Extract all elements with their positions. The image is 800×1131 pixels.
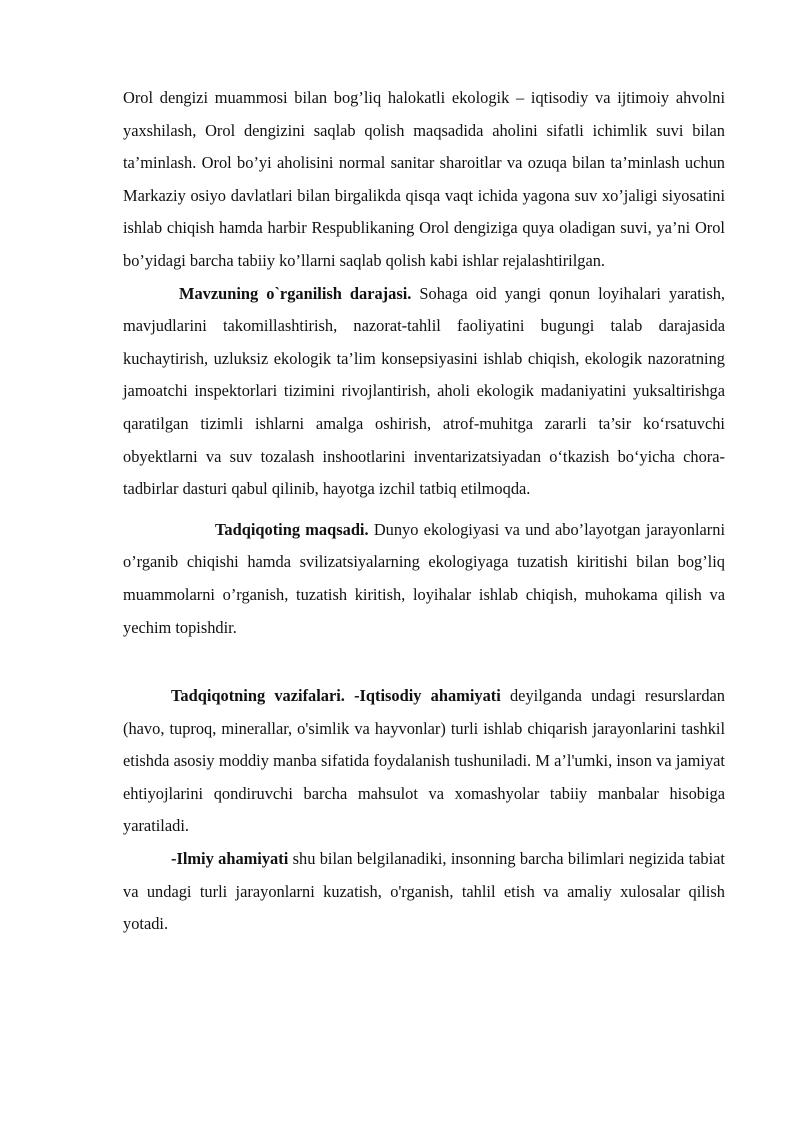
paragraph-research-goal [123,514,725,644]
heading-research-level: Mavzuning o`rganilish darajasi. [179,283,412,303]
body-research-goal: Dunyo ekologiyasi va und abo’layotgan jarayonlarni o’rganib chiqishi hamda svilizatsiyalarning ekologiyaga tuzatish kiritishi bilan bog’liq muammolarni o’rganish, tuzatish kiritish, loyihalar ishlab chiqish, muhokama qilish va yechim topishdir. [123,519,725,637]
paragraph-intro: Orol dengizi muammosi bilan bog’liq halokatli ekologik – iqtisodiy va ijtimoiy ahvolni yaxshilash, Orol dengizini saqlab qolish maqsadida aholini sifatli ichimlik suvi bilan ta’minlash. Orol bo’yi aholisini normal sanitar sharoitlar va ozuqa bilan ta’minlash uchun Markaziy osiyo davlatlari bilan birgalikda qisqa vaqt ichida yagona suv xo’jaligi siyosatini ishlab chiqish hamda harbir Respublikaning Orol dengiziga quya oladigan suvi, ya’ni Orol bo’yidagi barcha tabiiy ko’llarni saqlab qolish kabi ishlar rejalashtirilgan. [123,88,725,270]
heading-research-goal: Tadqiqoting maqsadi. [215,519,369,539]
body-research-level: Sohaga oid yangi qonun loyihalari yaratish, mavjudlarini takomillashtirish, nazorat-tahlil faoliyatini bugungi talab darajasida kuchaytirish, uzluksiz ekologik ta’lim konsepsiyasini ishlab chiqish, ekologik nazoratning jamoatchi inspektorlari tizimini rivojlantirish, aholi ekologik madaniyatini yuksaltirishga qaratilgan tizimli ishlarni amalga oshirish, atrof-muhitga zararli ta’sir ko‘rsatuvchi obyektlarni va suv tozalash inshootlarini inventarizatsiyadan o‘tkazish bo‘yicha chora-tadbirlar dasturi qabul qilinib, hayotga izchil tatbiq etilmoqda. [123,283,726,499]
heading-scientific-importance: -Ilmiy ahamiyati [171,849,289,869]
paragraph-scientific-importance [123,843,725,941]
document-page [123,82,725,941]
body-scientific-importance: shu bilan belgilanadiki, insonning barcha bilimlari negizida tabiat va undagi turli jarayonlarni kuzatish, o'rganish, tahlil etish va amaliy xulosalar qilish yotadi. [123,849,725,934]
paragraph-research-level [123,278,725,506]
heading-research-tasks: Tadqiqotning vazifalari. -Iqtisodiy ahamiyati [171,686,501,706]
body-research-tasks: deyilganda undagi resurslardan (havo, tuproq, minerallar, o'simlik va hayvonlar) turli ishlab chiqarish jarayonlarini tashkil etishda asosiy moddiy manba sifatida foydalanish tushuniladi. M a’l'umki, inson va jamiyat ehtiyojlarini qondiruvchi barcha mahsulot va xomashyolar tabiiy manbalar hisobiga yaratiladi. [123,686,725,836]
paragraph-research-tasks [123,680,725,843]
